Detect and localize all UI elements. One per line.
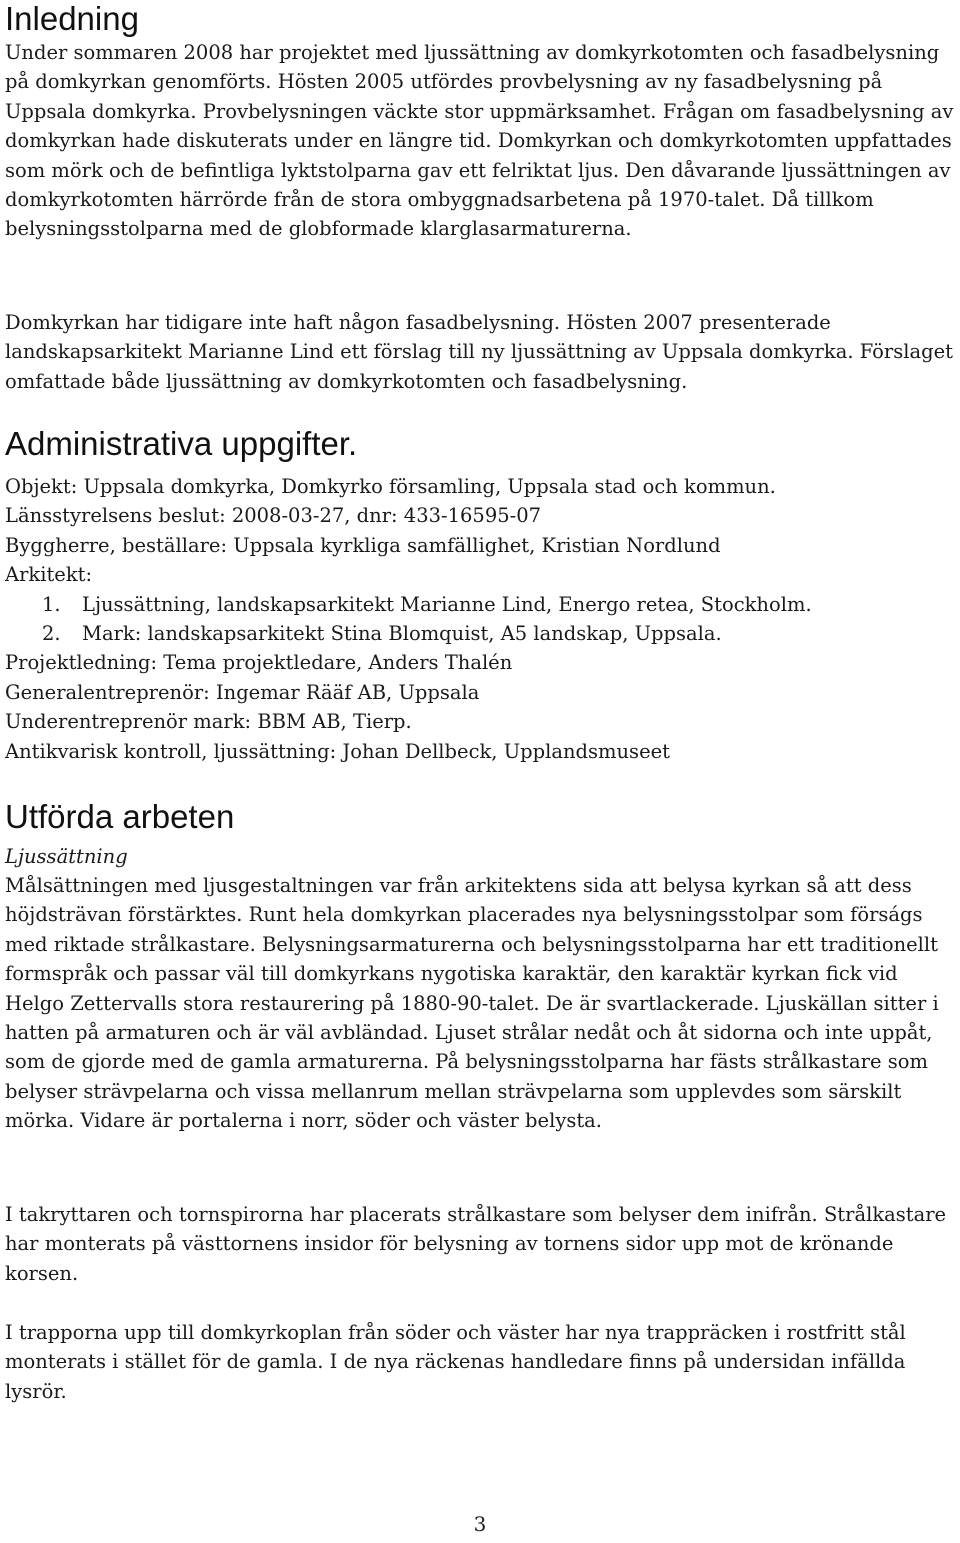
- admin-generalentreprenor: Generalentreprenör: Ingemar Rääf AB, Uppsala: [5, 680, 480, 704]
- admin-arkitekt-label: Arkitekt:: [5, 563, 93, 587]
- arkitekt-list-item: [5, 590, 955, 619]
- list-number: 1.: [42, 592, 61, 616]
- admin-lansstyrelsen: Länsstyrelsens beslut: 2008-03-27, dnr: 433-16595-07: [5, 504, 542, 528]
- heading-administrativa: Administrativa uppgifter.: [5, 425, 358, 462]
- subheading-ljussattning: Ljussättning: [5, 845, 128, 868]
- paragraph-inledning-2: Domkyrkan har tidigare inte haft någon fasadbelysning. Hösten 2007 presenterade landskapsarkitekt Marianne Lind ett förslag till ny ljussättning av Uppsala domkyrka. Förslaget omfattade både ljussättning av domkyrkotomten och fasadbelysning.: [5, 311, 953, 393]
- admin-projektledning: Projektledning: Tema projektledare, Anders Thalén: [5, 651, 513, 675]
- admin-objekt: Objekt: Uppsala domkyrka, Domkyrko församling, Uppsala stad och kommun.: [5, 475, 776, 498]
- list-text: Ljussättning, landskapsarkitekt Marianne Lind, Energo retea, Stockholm.: [82, 592, 812, 616]
- list-number: 2.: [42, 622, 61, 646]
- page-number: 3: [473, 1512, 487, 1536]
- paragraph-utforda-2: I takryttaren och tornspirorna har placerats strålkastare som belyser dem inifrån. Strålkastare har monterats på västtornens insidor för belysning av tornens sidor upp mot de krönande korsen.: [5, 1203, 947, 1285]
- paragraph-utforda-1: Målsättningen med ljusgestaltningen var från arkitektens sida att belysa kyrkan så att dess höjdsträvan förstärktes. Runt hela domkyrkan placerades nya belysningsstolpar som förságs med riktade strålkastare. Belysningsarmaturerna och belysningsstolparna har ett traditionellt formspråk och passar väl till domkyrkans nygotiska karaktär, den karaktär kyrkan fick vid Helgo Zettervalls stora restaurering på 1880-90-talet. De är svartlackerade. Ljuskällan sitter i hatten på armaturen och är väl avbländad. Ljuset strålar nedåt och åt sidorna och inte uppåt, som de gjorde med de gamla armaturerna. På belysningsstolparna har fästs strålkastare som belyser strävpelarna och vissa mellanrum mellan strävpelarna som upplevdes som särskilt mörka. Vidare är portalerna i norr, söder och väster belysta.: [5, 874, 939, 1133]
- admin-antikvarisk: Antikvarisk kontroll, ljussättning: Johan Dellbeck, Upplandsmuseet: [5, 739, 670, 763]
- paragraph-inledning-1: Under sommaren 2008 har projektet med ljussättning av domkyrkotomten och fasadbelysning på domkyrkan genomförts. Hösten 2005 utfördes provbelysning av ny fasadbelysning på Uppsala domkyrka. Provbelysningen väckte stor uppmärksamhet. Frågan om fasadbelysning av domkyrkan hade diskuterats under en längre tid. Domkyrkan och domkyrkotomten uppfattades som mörk och de befintliga lyktstolparna gav ett felriktat ljus. Den dåvarande ljussättningen av domkyrkotomten härrörde från de stora ombyggnadsarbetena på 1970-talet. Då tillkom belysningsstolparna med de globformade klarglasarmaturerna.: [5, 41, 954, 241]
- list-text: Mark: landskapsarkitekt Stina Blomquist, A5 landskap, Uppsala.: [82, 622, 722, 646]
- heading-utforda-arbeten: Utförda arbeten: [5, 798, 235, 835]
- heading-inledning: Inledning: [5, 0, 139, 37]
- admin-info: [5, 472, 955, 766]
- arkitekt-list-item: [5, 619, 955, 648]
- paragraph-utforda-3: I trapporna upp till domkyrkoplan från söder och väster har nya trappräcken i rostfritt stål monterats i stället för de gamla. I de nya räckenas handledare finns på undersidan infällda lysrör.: [5, 1321, 906, 1403]
- admin-underentreprenor: Underentreprenör mark: BBM AB, Tierp.: [5, 710, 412, 734]
- admin-byggherre: Byggherre, beställare: Uppsala kyrkliga samfällighet, Kristian Nordlund: [5, 533, 721, 557]
